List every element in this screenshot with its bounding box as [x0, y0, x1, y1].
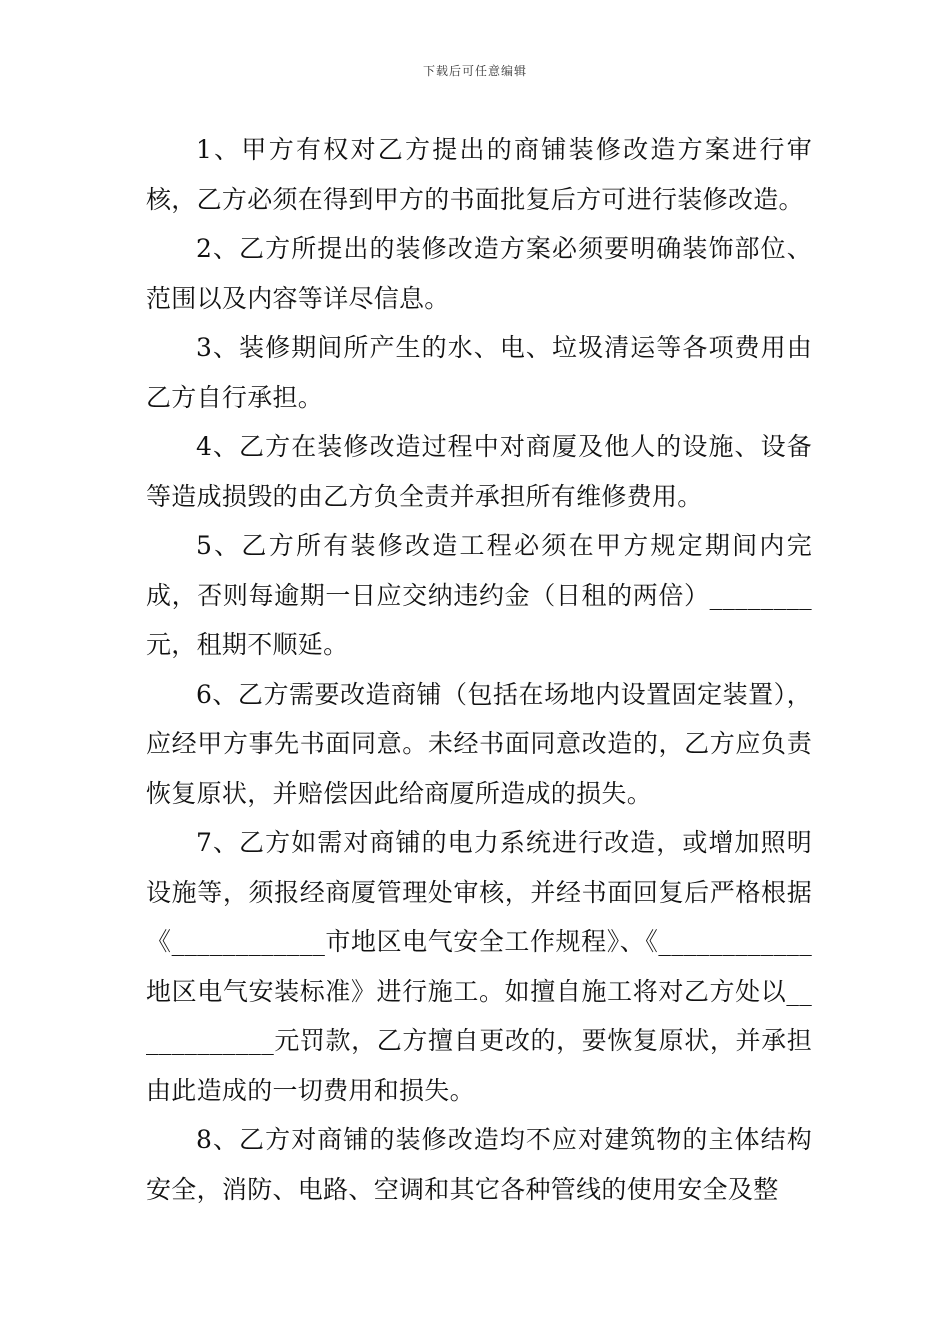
clause-5: 5、乙方所有装修改造工程必须在甲方规定期间内完成，否则每逾期一日应交纳违约金（日租的两倍）________元，租期不顺延。 [146, 531, 812, 659]
clause-7: 7、乙方如需对商铺的电力系统进行改造，或增加照明设施等，须报经商厦管理处审核，并经书面回复后严格根据《____________市地区电气安全工作规程》、《____________地区电气安装标准》进行施工。如擅自施工将对乙方处以____________元罚款，乙方擅自更改的，要恢复原状，并承担由此造成的一切费用和损失。 [146, 828, 812, 1105]
document-body [146, 125, 812, 1214]
clause-6: 6、乙方需要改造商铺（包括在场地内设置固定装置），应经甲方事先书面同意。未经书面同意改造的，乙方应负责恢复原状，并赔偿因此给商厦所造成的损失。 [146, 679, 812, 808]
clause-2: 2、乙方所提出的装修改造方案必须要明确装饰部位、范围以及内容等详尽信息。 [146, 234, 812, 313]
clause-3: 3、装修期间所产生的水、电、垃圾清运等各项费用由乙方自行承担。 [146, 333, 812, 412]
clause-1: 1、甲方有权对乙方提出的商铺装修改造方案进行审核，乙方必须在得到甲方的书面批复后方可进行装修改造。 [146, 135, 812, 214]
clause-4: 4、乙方在装修改造过程中对商厦及他人的设施、设备等造成损毁的由乙方负全责并承担所有维修费用。 [146, 432, 812, 511]
clause-8: 8、乙方对商铺的装修改造均不应对建筑物的主体结构安全，消防、电路、空调和其它各种管线的使用安全及整 [146, 1125, 812, 1204]
page-header: 下载后可任意编辑 [422, 64, 527, 78]
